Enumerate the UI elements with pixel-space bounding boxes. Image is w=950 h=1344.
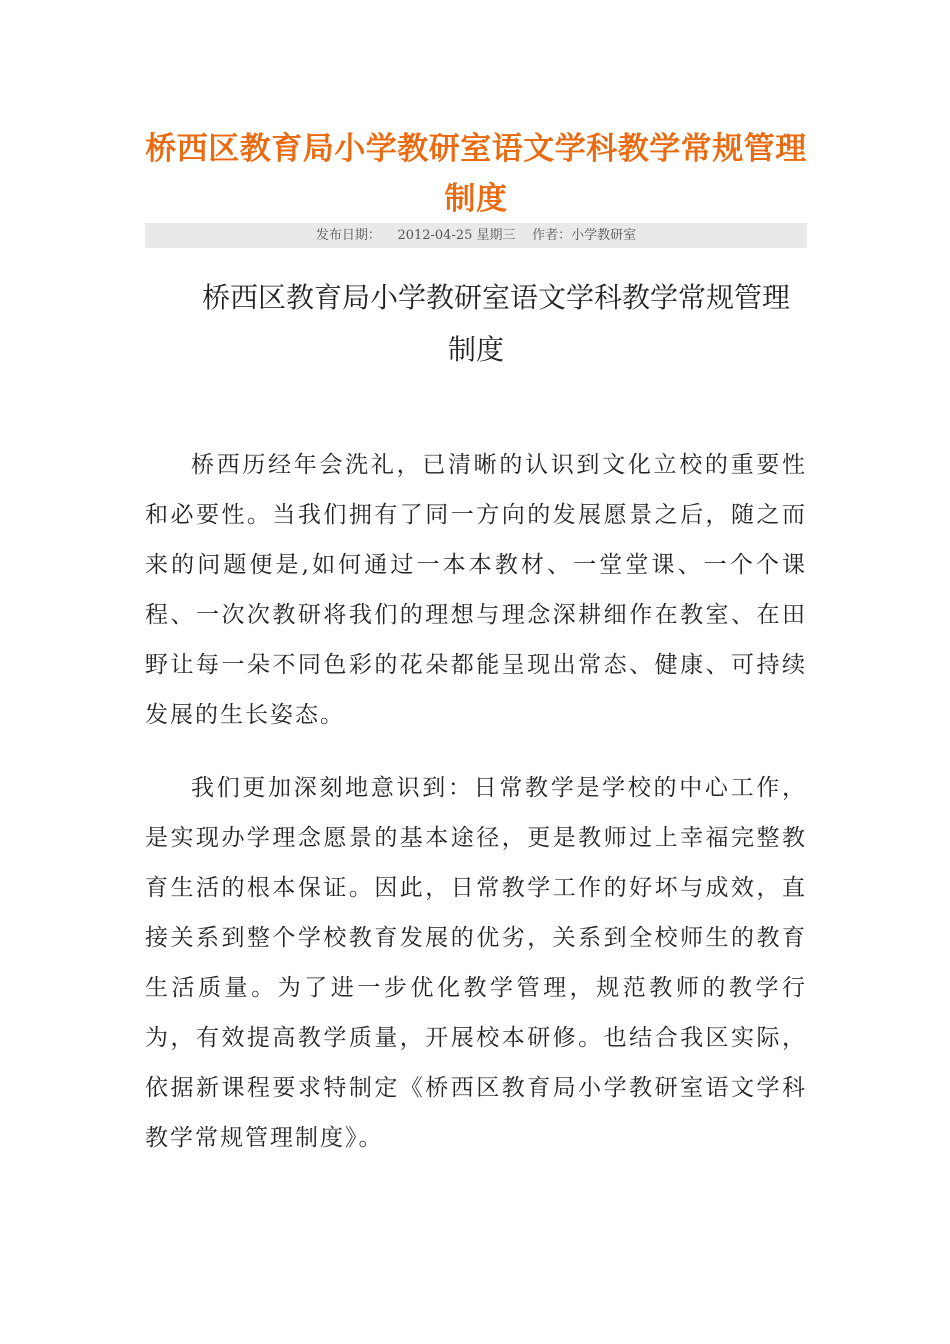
page-header-title: 桥西区教育局小学教研室语文学科教学常规管理制度 [145,131,807,217]
article-title-line-1: 桥西区教育局小学教研室语文学科教学常规管理 [201,281,790,314]
publish-date-label: 发布日期： [315,228,381,243]
author-value: 小学教研室 [571,228,637,243]
body-paragraph-2: 我们更加深刻地意识到：日常教学是学校的中心工作，是实现办学理念愿景的基本途径，更是教师过上幸福完整教育生活的根本保证。因此，日常教学工作的好坏与成效，直接关系到整个学校教育发展的优劣，关系到全校师生的教育生活质量。为了进一步优化教学管理，规范教师的教学行为，有效提高教学质量，开展校本研修。也结合我区实际，依据新课程要求特制定《桥西区教育局小学教研室语文学科教学常规管理制度》。 [145,775,807,1151]
article-title [145,272,807,376]
body-paragraph-1: 桥西历经年会洗礼，已清晰的认识到文化立校的重要性和必要性。当我们拥有了同一方向的发展愿景之后，随之而来的问题便是,如何通过一本本教材、一堂堂课、一个个课程、一次次教研将我们的理想与理念深耕细作在教室、在田野让每一朵不同色彩的花朵都能呈现出常态、健康、可持续发展的生长姿态。 [145,452,807,728]
author-label: 作者： [532,228,572,243]
publish-meta-bar [145,223,807,248]
article-body [145,440,807,1186]
publish-date-value: 2012-04-25 星期三 [397,228,516,243]
article-title-line-2: 制度 [447,333,504,366]
